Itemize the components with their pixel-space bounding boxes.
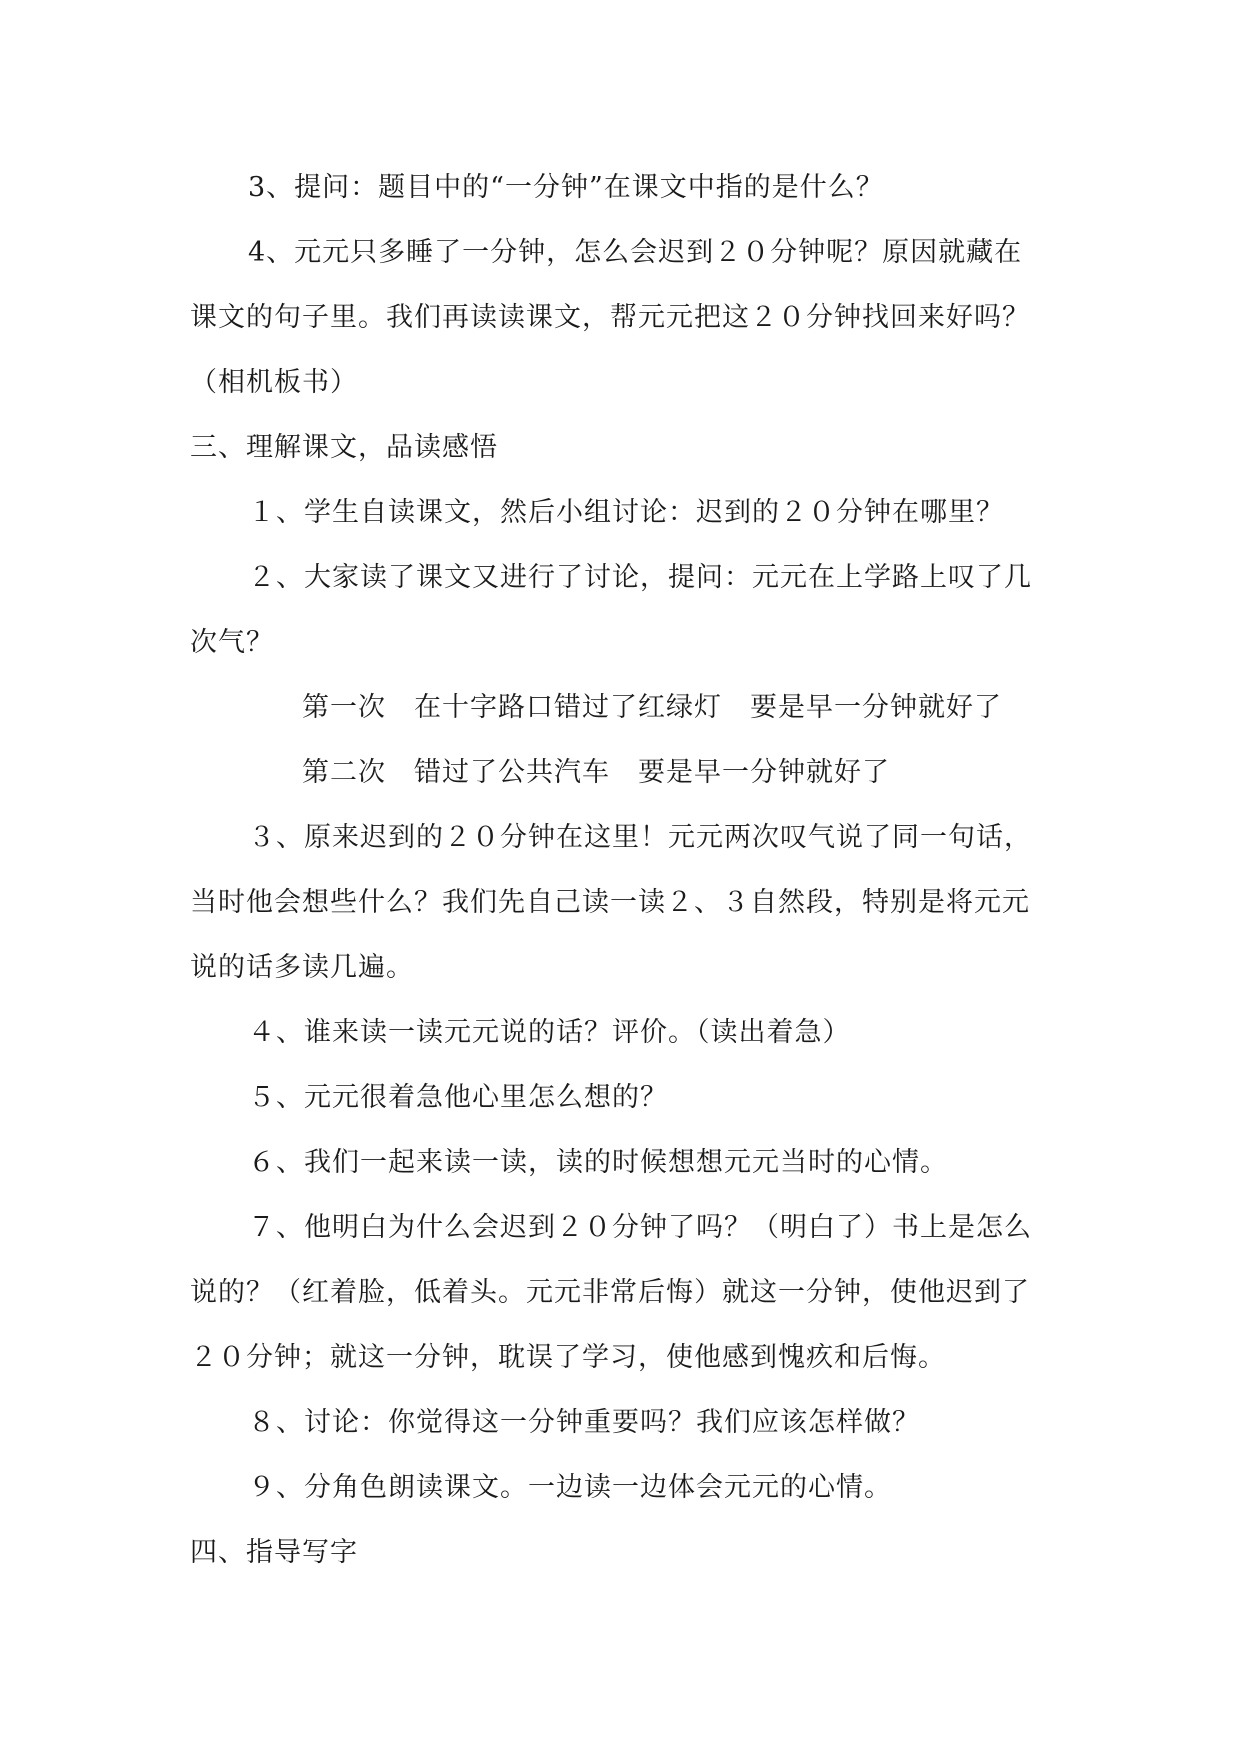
paragraph-step-1: １、学生自读课文，然后小组讨论：迟到的２０分钟在哪里？ — [248, 497, 1004, 528]
section-heading-4: 四、指导写字 — [190, 1537, 358, 1568]
paragraph-step-2: ２、大家读了课文又进行了讨论，提问：元元在上学路上叹了几次气？ — [190, 562, 1032, 658]
paragraph-question-3: 3、提问：题目中的“一分钟”在课文中指的是什么？ — [248, 172, 884, 203]
paragraph-step-8: ８、讨论：你觉得这一分钟重要吗？我们应该怎样做？ — [248, 1407, 920, 1438]
board-note-first: 第一次 在十字路口错过了红绿灯 要是早一分钟就好了 — [302, 692, 1002, 723]
paragraph-question-4: 4、元元只多睡了一分钟，怎么会迟到２０分钟呢？原因就藏在课文的句子里。我们再读读课文，帮元元把这２０分钟找回来好吗？（相机板书） — [190, 237, 1030, 398]
paragraph-step-5: ５、元元很着急他心里怎么想的？ — [248, 1082, 668, 1113]
section-heading-3: 三、理解课文，品读感悟 — [190, 432, 498, 463]
paragraph-step-4: ４、谁来读一读元元说的话？评价。（读出着急） — [248, 1017, 851, 1048]
board-note-second: 第二次 错过了公共汽车 要是早一分钟就好了 — [302, 757, 890, 788]
paragraph-step-3: ３、原来迟到的２０分钟在这里！元元两次叹气说了同一句话，当时他会想些什么？我们先自己读一读２、３自然段，特别是将元元说的话多读几遍。 — [190, 822, 1032, 983]
document-body — [190, 155, 1050, 1585]
paragraph-step-9: ９、分角色朗读课文。一边读一边体会元元的心情。 — [248, 1472, 892, 1503]
paragraph-step-6: ６、我们一起来读一读，读的时候想想元元当时的心情。 — [248, 1147, 948, 1178]
paragraph-step-7: ７、他明白为什么会迟到２０分钟了吗？（明白了）书上是怎么说的？（红着脸，低着头。元元非常后悔）就这一分钟，使他迟到了２０分钟；就这一分钟，耽误了学习，使他感到愧疚和后悔。 — [190, 1212, 1032, 1373]
